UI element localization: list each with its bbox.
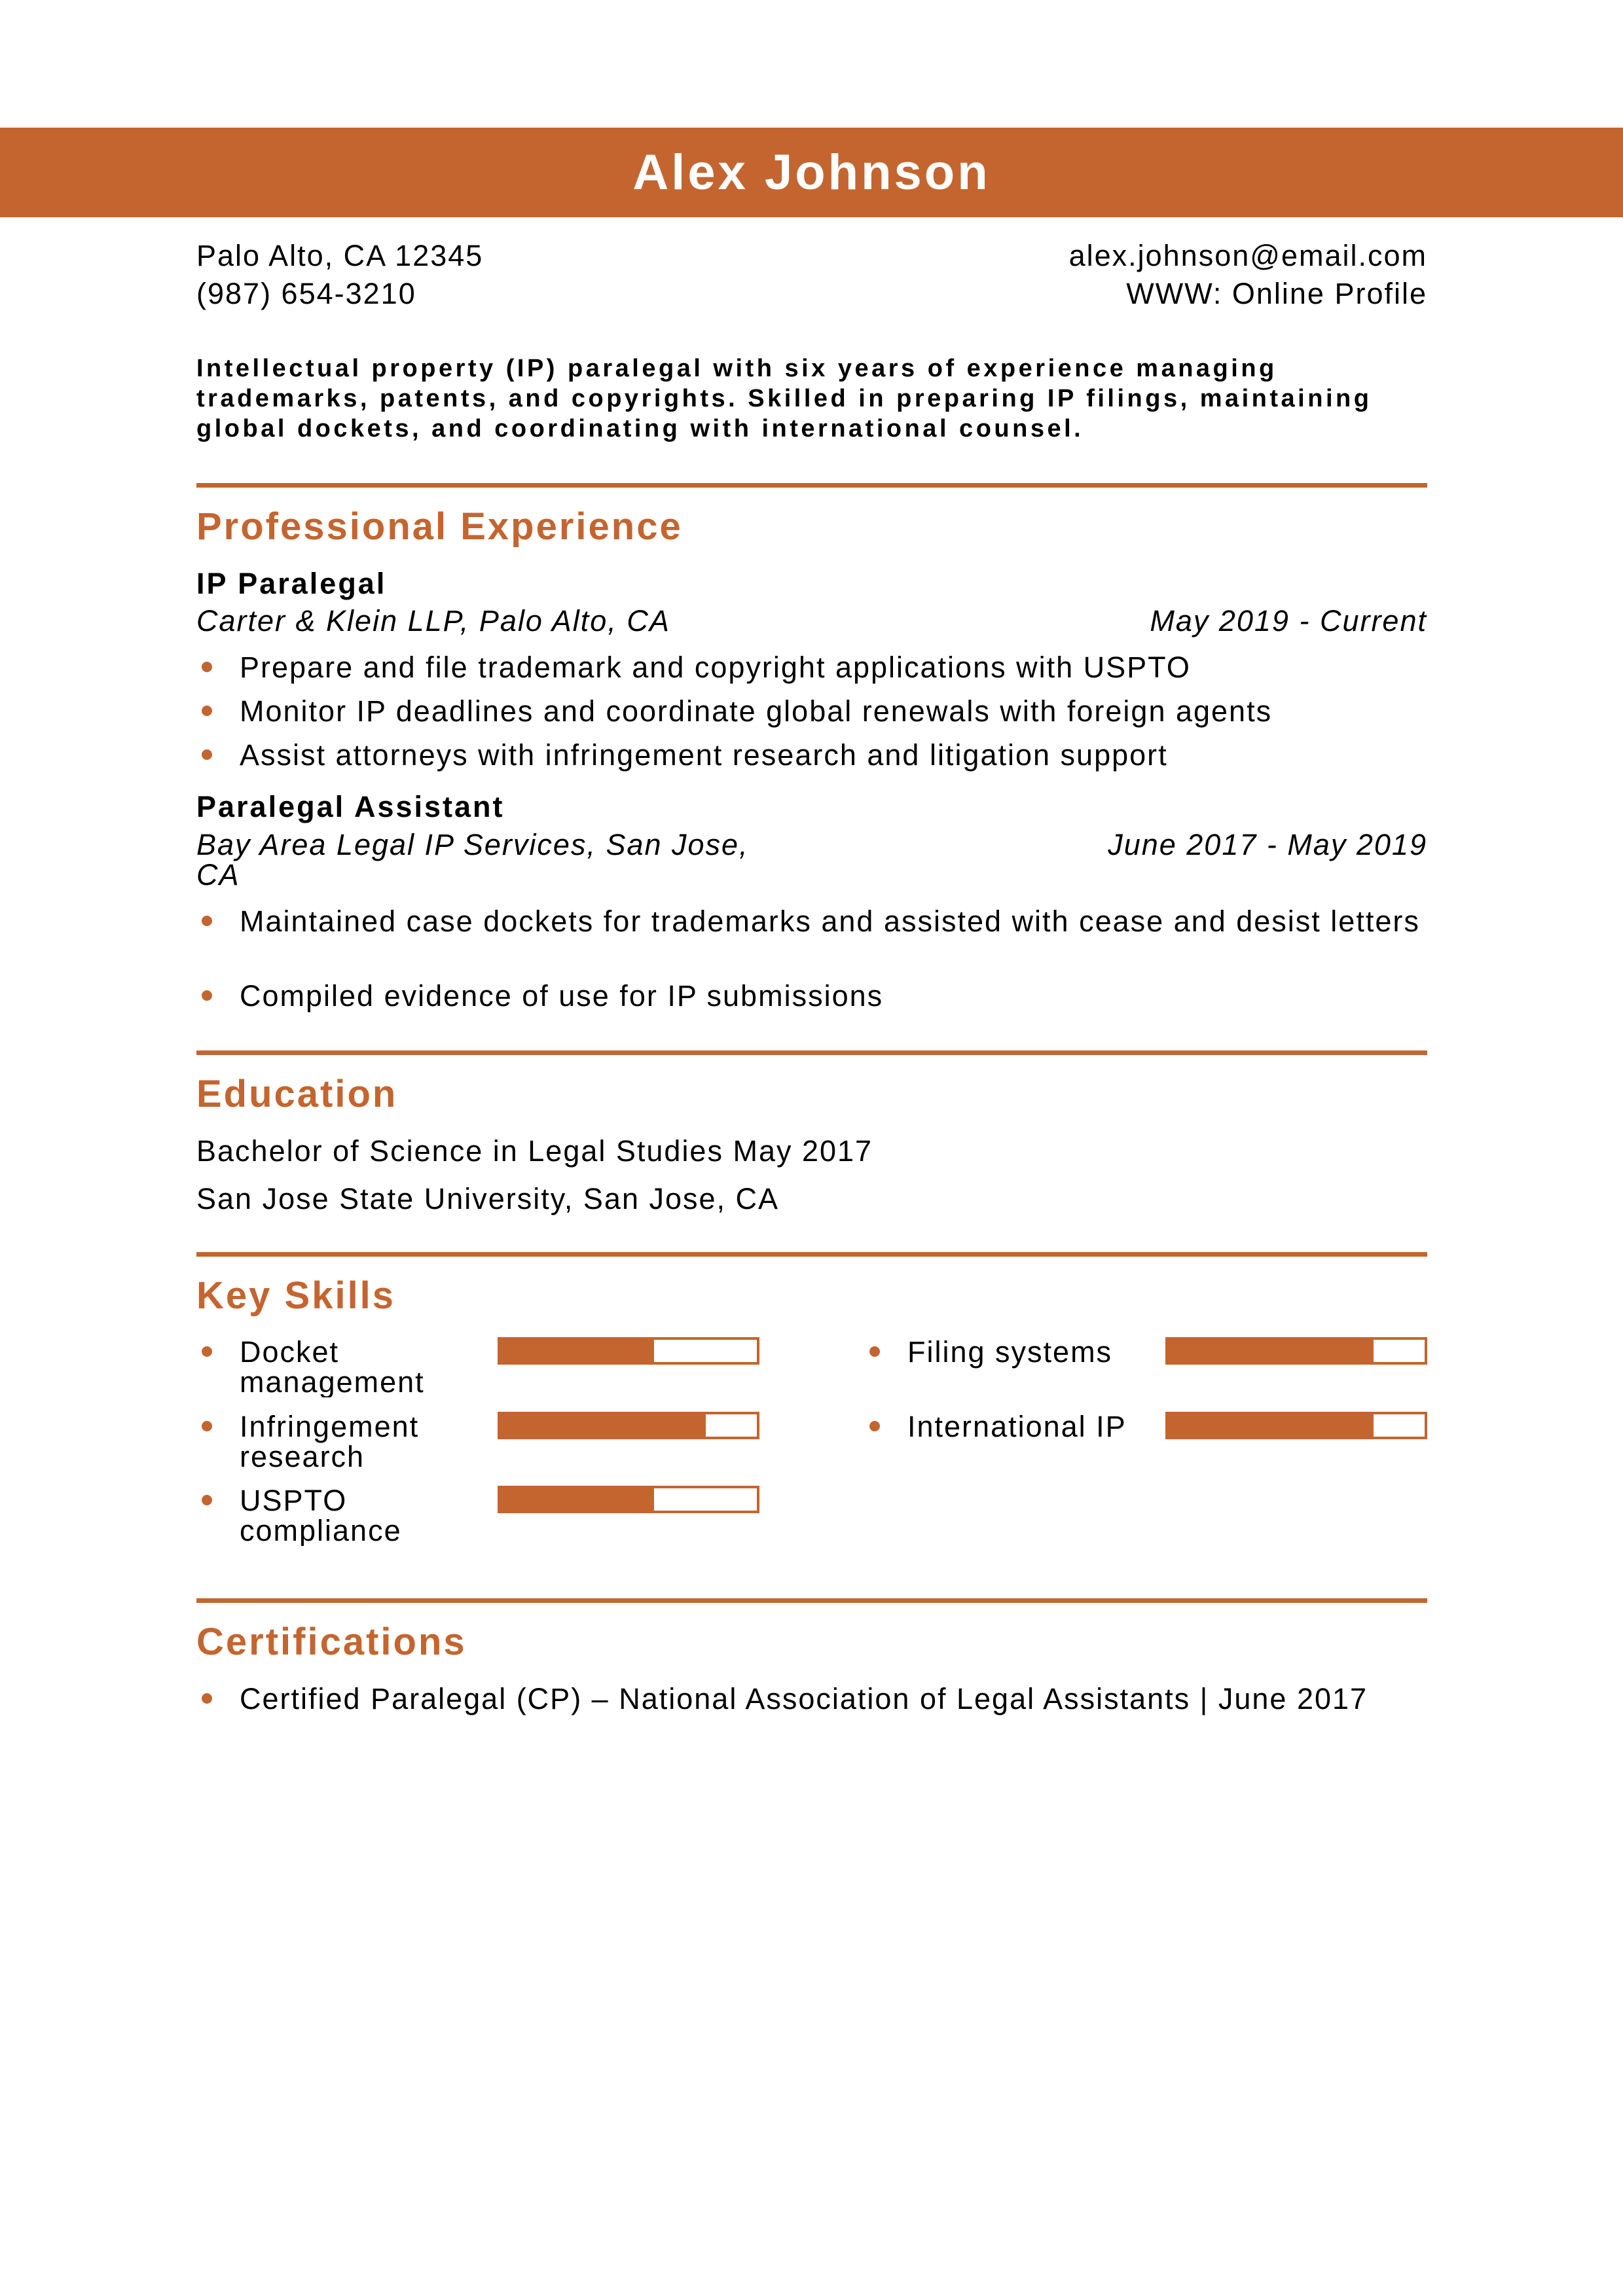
job-dates: May 2019 - Current	[1150, 604, 1427, 637]
skill-name: Infringement research	[240, 1412, 420, 1472]
skill-item	[196, 1486, 786, 1558]
job-meta	[196, 830, 1427, 890]
bullet-dot-icon	[869, 1421, 880, 1431]
header-bar	[0, 128, 1623, 217]
job-bullet: Assist attorneys with infringement research and litigation support	[196, 740, 1427, 770]
professional-summary: Intellectual property (IP) paralegal with six years of experience managing trademarks, patents, and copyrights. Skilled in preparing IP filings, maintaining global dockets, and coordinating with international counsel.	[196, 355, 1372, 442]
skills-section-title: Key Skills	[196, 1274, 396, 1317]
skill-name: USPTO compliance	[240, 1486, 402, 1546]
contact-row-1	[196, 239, 1427, 273]
bullet-dot-icon	[202, 1421, 212, 1431]
experience-section-title: Professional Experience	[196, 505, 683, 548]
certifications-section-title: Certifications	[196, 1621, 467, 1663]
bullet-dot-icon	[202, 749, 212, 760]
skill-name: Docket management	[240, 1337, 425, 1397]
skill-level-bar	[498, 1486, 759, 1513]
skill-level-bar	[498, 1337, 759, 1365]
skill-level-fill	[1168, 1414, 1374, 1437]
job-title: IP Paralegal	[196, 567, 387, 600]
job-meta	[196, 606, 1427, 636]
education-school: San Jose State University, San Jose, CA	[196, 1182, 780, 1215]
education-section-title: Education	[196, 1073, 398, 1115]
job-bullet: Maintained case dockets for trademarks and assisted with cease and desist letters	[196, 906, 1427, 937]
bullet-dot-icon	[202, 990, 212, 1001]
contact-email[interactable]: alex.johnson@email.com	[1068, 239, 1427, 272]
bullet-dot-icon	[202, 1495, 212, 1505]
job-bullet: Monitor IP deadlines and coordinate global renewals with foreign agents	[196, 696, 1427, 726]
skill-level-fill	[1168, 1340, 1374, 1362]
section-divider	[196, 1050, 1427, 1055]
job-dates: June 2017 - May 2019	[1108, 828, 1427, 861]
skill-level-bar	[498, 1412, 759, 1439]
job-bullet: Compiled evidence of use for IP submissions	[196, 981, 1427, 1011]
skill-level-bar	[1165, 1412, 1427, 1439]
candidate-name: Alex Johnson	[632, 145, 991, 200]
job-company: Bay Area Legal IP Services, San Jose, CA	[196, 828, 749, 891]
education-degree: Bachelor of Science in Legal Studies May 2017	[196, 1134, 873, 1168]
skill-name: Filing systems	[907, 1337, 1113, 1369]
skill-level-fill	[500, 1488, 654, 1511]
bullet-dot-icon	[869, 1346, 880, 1357]
skill-item	[196, 1337, 786, 1409]
section-divider	[196, 1598, 1427, 1603]
contact-phone: (987) 654-3210	[196, 277, 416, 310]
bullet-dot-icon	[202, 1693, 212, 1704]
skill-item	[864, 1337, 1453, 1409]
contact-row-2	[196, 277, 1427, 311]
skill-level-fill	[500, 1414, 706, 1437]
skill-level-fill	[500, 1340, 654, 1362]
skill-item	[196, 1412, 786, 1484]
job-title: Paralegal Assistant	[196, 790, 505, 823]
bullet-dot-icon	[202, 1346, 212, 1357]
certification-item: Certified Paralegal (CP) – National Association of Legal Assistants | June 2017	[196, 1684, 1427, 1714]
section-divider	[196, 483, 1427, 488]
job-bullet: Prepare and file trademark and copyright applications with USPTO	[196, 653, 1427, 683]
bullet-dot-icon	[202, 706, 212, 716]
job-company: Carter & Klein LLP, Palo Alto, CA	[196, 604, 670, 637]
skill-name: International IP	[907, 1412, 1127, 1443]
contact-address: Palo Alto, CA 12345	[196, 239, 484, 272]
bullet-dot-icon	[202, 662, 212, 672]
section-divider	[196, 1252, 1427, 1257]
skill-item	[864, 1412, 1453, 1484]
bullet-dot-icon	[202, 916, 212, 926]
contact-website[interactable]: WWW: Online Profile	[1126, 277, 1427, 310]
skill-level-bar	[1165, 1337, 1427, 1365]
